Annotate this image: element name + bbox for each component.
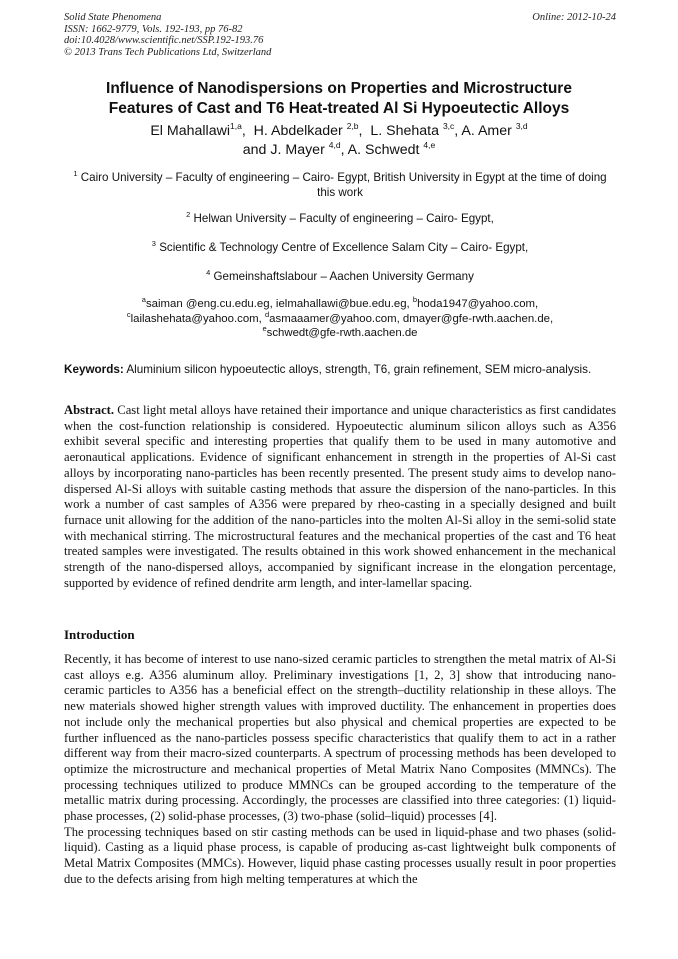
abstract [64,403,616,591]
author-affil-sup: 3,d [515,121,528,131]
keywords-text: Aluminium silicon hypoeutectic alloys, strength, T6, grain refinement, SEM micro-analysis. [123,363,592,376]
paper-title [60,79,618,119]
keywords [64,363,616,378]
abstract-label: Abstract. [64,403,115,417]
journal-name: Solid State Phenomena [64,12,162,23]
section-heading-introduction: Introduction [64,627,135,642]
affiliation-text: Cairo University – Faculty of engineering – Cairo- Egypt, British University in Egypt at the time of doing this work [80,171,607,199]
author-list: El Mahallawi$^{1,a}$, H. Abdelkader $^{2,b}$, L. Shehata $^{3,c}$, A. Amer $^{3,d}$ and J. Mayer $^{4,d}$, A. Schwedt $^{4,e}$ [150,121,528,158]
affiliation-2 [64,212,616,227]
affiliation-1 [64,171,616,200]
issn-line: ISSN: 1662-9779, Vols. 192-193, pp 76-82 [64,23,243,35]
affiliation-text: Helwan University – Faculty of engineering – Cairo- Egypt, [193,212,494,225]
author-affil-sup: 4,e [423,140,436,150]
author-name: A. Amer [461,123,516,139]
email-link[interactable]: asmaaamer@yahoo.com, dmayer@gfe-rwth.aachen.de, [269,312,554,325]
affiliation-4 [64,270,616,285]
email-sup: c [126,309,131,319]
author-name: A. Schwedt [347,142,424,158]
author-name: H. Abdelkader [253,123,347,139]
author-affil-sup: 3,c [442,121,455,131]
paragraph: The processing techniques based on stir casting methods can be used in liquid-phase and two phases (solid-liquid). Casting as a liquid phase process, is capable of producing as-cast lightweight bulk components of Metal Matrix Composites (MMCs). However, liquid phase casting processes usually result in poor properties due to the defects arising from high melting temperatures at which the [64,824,616,886]
affiliation-text: Scientific & Technology Centre of Excellence Salam City – Cairo- Egypt, [159,241,529,254]
affiliation-3 [64,241,616,256]
keywords-label: Keywords: [64,363,124,376]
affiliation-text: Gemeinshaftslabour – Aachen University Germany [213,270,474,283]
email-link[interactable]: lailashehata@yahoo.com, [130,312,265,325]
email-sup: a [141,295,146,304]
email-sup: e [262,324,267,333]
affiliation-number: 4 [206,268,211,277]
affiliation-number: 1 [73,169,78,178]
copyright-line: © 2013 Trans Tech Publications Ltd, Switzerland [64,46,272,58]
online-date: Online: 2012-10-24 [532,12,616,23]
email-link[interactable]: schwedt@gfe-rwth.aachen.de [266,327,418,339]
journal-header [64,12,616,58]
paragraph: Recently, it has become of interest to use nano-sized ceramic particles to strengthen the metal matrix of Al-Si cast alloys e.g. A356 aluminum alloy. Preliminary investigations [1, 2, 3] show that introducing nano-ceramic particles to A356 has a beneficial effect on the strength–ductility relationship in these alloys. The new materials showed higher strength values with improved ductility. The enhancement in properties does not include only the mechanical properties but also physical and chemical properties are expected to be further influenced as the nano-particles possess specific characteristics that qualify them to act in a rather different way from their macro-sized counterparts. A spectrum of processing methods has been developed to optimize the microstructure and mechanical properties of Metal Matrix Nano Composites (MMNCs). The processing techniques utilized to produce MMNCs can be grouped according to the temperature of the metallic matrix during processing. Accordingly, the processes are classified into three categories: (1) liquid-phase processes, (2) solid-phase processes, (3) two-phase (solid–liquid) processes [4]. [64,652,616,824]
introduction-body [64,652,616,888]
author-name: and J. Mayer [242,142,329,158]
author-affil-sup: 4,d [328,140,341,150]
affiliation-number: 2 [186,210,191,219]
email-sup: b [412,295,418,304]
author-affil-sup: 2,b [346,121,359,131]
doi-line: doi:10.4028/www.scientific.net/SSP.192-193.76 [64,35,264,46]
author-name: L. Shehata [370,123,443,139]
title-line-1: Influence of Nanodispersions on Properties and Microstructure [106,80,572,97]
author-name: El Mahallawi [150,123,230,139]
email-link[interactable]: saiman @eng.cu.edu.eg, ielmahallawi@bue.edu.eg, [145,298,413,310]
email-sup: d [265,309,270,319]
email-link[interactable]: hoda1947@yahoo.com, [417,298,539,310]
author-affil-sup: 1,a [229,121,242,131]
email-list [64,297,616,341]
abstract-text: Cast light metal alloys have retained their importance and unique characteristics as first candidates when the cost-function relationship is considered. Hypoeutectic aluminum silicon alloys such as A356 exhibit several specific and interesting properties that qualify them to be used in many automotive and aeronautical applications. Evidence of significant enhancement in strength in the properties of Al-Si cast alloys by incorporating nano-particles has been recently presented. The present study aims to develop nano-dispersed Al-Si alloys with suitable casting methods that assure the dispersion of the nano-particles. In this work a number of cast samples of A356 were prepared by rheo-casting in a specially designed and built furnace unit allowing for the addition of the nano-particles into the molten Al-Si alloy in the semi-solid state with mechanical stirring. The microstructural features and the mechanical properties of the cast and T6 heat treated samples were investigated. The results obtained in this work showed enhancement in the mechanical strength of the nano-dispersed alloys, accompanied by significant increase in the elongation percentage, supported by evidence of refined dendrite arm length, and inter-lamellar spacing. [64,403,616,590]
title-line-2: Features of Cast and T6 Heat-treated Al Si Hypoeutectic Alloys [108,100,570,117]
affiliation-number: 3 [151,239,156,248]
